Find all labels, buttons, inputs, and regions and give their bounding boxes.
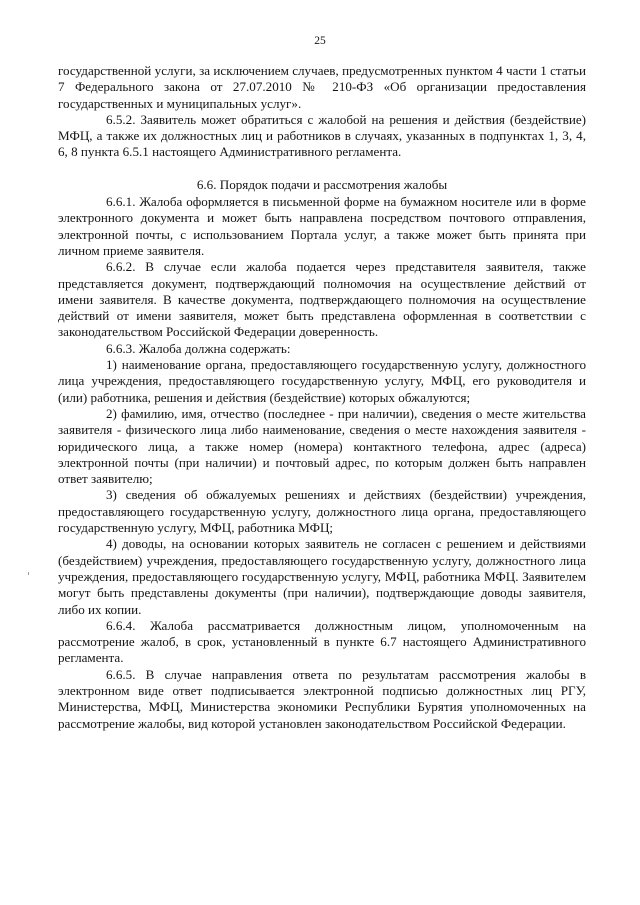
document-body xyxy=(58,63,586,732)
paragraph-6-5-2: 6.5.2. Заявитель может обратиться с жалобой на решения и действия (бездействие) МФЦ, а также их должностных лиц и работников в случаях, указанных в подпунктах 1, 3, 4, 6, 8 пункта 6.5.1 настоящего Административного регламента. xyxy=(58,111,586,160)
paragraph-6-6-5: 6.6.5. В случае направления ответа по результатам рассмотрения жалобы в электронном виде ответ подписывается электронной подписью должностных лиц РГУ, Министерства, МФЦ, Министерства экономики Республики Бурятия уполномоченных на рассмотрение жалобы, вид которой установлен законодательством Российской Федерации. xyxy=(58,666,586,731)
list-item-3: 3) сведения об обжалуемых решениях и действиях (бездействии) учреждения, предоставляющего государственную услугу, должностного лица органа, предоставляющего государственную услугу, МФЦ, работника МФЦ; xyxy=(58,487,586,536)
list-item-4: 4) доводы, на основании которых заявитель не согласен с решением и действиями (бездействием) учреждения, предоставляющего государственную услугу, должностного лица учреждения, предоставляющего государственную услугу, МФЦ, работника МФЦ. Заявителем могут быть представлены документы (при наличии), подтверждающие доводы заявителя, либо их копии. xyxy=(58,536,586,617)
paragraph-6-6-3: 6.6.3. Жалоба должна содержать: xyxy=(106,340,291,356)
paragraph-continuation: государственной услуги, за исключением случаев, предусмотренных пунктом 4 части 1 статьи 7 Федерального закона от 27.07.2010 № 210-ФЗ «Об организации предоставления государственных и муниципальных услуг». xyxy=(58,63,586,111)
list-item-1: 1) наименование органа, предоставляющего государственную услугу, должностного лица учреждения, предоставляющего государственную услугу, МФЦ, его руководителя и (или) работника, решения и действия (бездействие) которых обжалуются; xyxy=(58,357,586,405)
margin-mark xyxy=(28,572,29,575)
paragraph-6-6-1: 6.6.1. Жалоба оформляется в письменной форме на бумажном носителе или в форме электронного документа и может быть направлена посредством почтового отправления, электронной почты, с использованием Портала услуг, а также может быть принята при личном приеме заявителя. xyxy=(58,194,586,258)
paragraph-6-6-4: 6.6.4. Жалоба рассматривается должностным лицом, уполномоченным на рассмотрение жалоб, в срок, установленный в пункте 6.7 настоящего Административного регламента. xyxy=(58,617,586,666)
section-heading-6-6: 6.6. Порядок подачи и рассмотрения жалобы xyxy=(196,176,448,192)
page-number: 25 xyxy=(314,35,326,47)
paragraph-6-6-2: 6.6.2. В случае если жалоба подается через представителя заявителя, также представляется документ, подтверждающий полномочия на осуществление действий от имени заявителя. В качестве документа, подтверждающего полномочия на осуществление действий от имени заявителя, может быть представлена оформленная в соответствии с законодательством Российской Федерации доверенность. xyxy=(58,259,586,340)
list-item-2: 2) фамилию, имя, отчество (последнее - при наличии), сведения о месте жительства заявителя - физического лица либо наименование, сведения о месте нахождения заявителя - юридического лица, а также номер (номера) контактного телефона, адрес (адреса) электронной почты (при наличии) и почтовый адрес, по которым должен быть направлен ответ заявителю; xyxy=(58,405,586,487)
